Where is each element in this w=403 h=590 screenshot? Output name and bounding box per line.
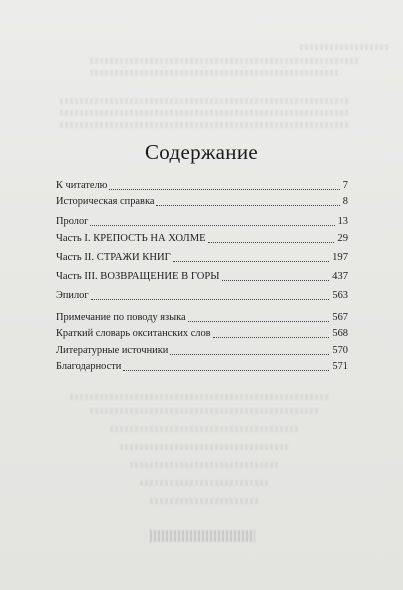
- toc-entry-title: Часть II. СТРАЖИ КНИГ: [56, 252, 171, 263]
- bleed-through-mark: [110, 426, 300, 432]
- toc-leader-dots: [170, 352, 329, 355]
- toc-leader-dots: [222, 278, 330, 281]
- toc-entry-page: 568: [332, 328, 348, 339]
- toc-entry: [56, 192, 348, 208]
- bleed-through-barcode: [150, 530, 255, 542]
- bleed-through-mark: [90, 70, 340, 76]
- toc-entry: [56, 212, 348, 228]
- toc-entry-title: Историческая справка: [56, 196, 155, 207]
- bleed-through-mark: [150, 498, 260, 504]
- bleed-through-mark: [60, 98, 350, 104]
- toc-entry-page: 7: [342, 180, 348, 191]
- bleed-through-mark: [130, 462, 280, 468]
- toc-entry-page: 13: [337, 216, 348, 227]
- toc-entry-page: 570: [332, 345, 348, 356]
- bleed-through-mark: [120, 444, 290, 450]
- toc-entry: [56, 357, 348, 373]
- toc-entry-page: 29: [337, 233, 348, 244]
- toc-entry-page: 567: [332, 312, 348, 323]
- toc-entry-title: Эпилог: [56, 290, 89, 301]
- toc-leader-dots: [91, 297, 330, 300]
- toc-entry: [56, 341, 348, 357]
- toc-leader-dots: [208, 240, 335, 243]
- toc-entry-title: К читателю: [56, 180, 108, 191]
- toc-leader-dots: [123, 368, 329, 371]
- toc-entry-title: Благодарности: [56, 361, 122, 372]
- toc-leader-dots: [213, 335, 330, 338]
- bleed-through-mark: [140, 480, 270, 486]
- toc-leader-dots: [90, 223, 334, 226]
- toc-entry: [56, 229, 348, 245]
- toc-entry: [56, 176, 348, 192]
- toc-entry-title: Примечание по поводу языка: [56, 312, 186, 323]
- toc-entry-title: Пролог: [56, 216, 89, 227]
- bleed-through-mark: [60, 110, 350, 116]
- toc-entry: [56, 308, 348, 324]
- toc-entry-page: 563: [332, 290, 348, 301]
- toc-leader-dots: [188, 319, 330, 322]
- bleed-through-mark: [90, 58, 360, 64]
- toc-entry-page: 197: [332, 252, 348, 263]
- bleed-through-mark: [90, 408, 320, 414]
- toc-entry-page: 571: [332, 361, 348, 372]
- toc-entry: [56, 267, 348, 283]
- toc-entry-title: Краткий словарь окситанских слов: [56, 328, 211, 339]
- toc-entry: [56, 248, 348, 264]
- page-title: Содержание: [144, 140, 259, 164]
- toc-entry-page: 8: [342, 196, 348, 207]
- toc-leader-dots: [156, 203, 339, 206]
- toc-leader-dots: [109, 187, 339, 190]
- toc-entry-page: 437: [332, 271, 348, 282]
- toc-entry: [56, 286, 348, 302]
- toc-entry-title: Литературные источники: [56, 345, 169, 356]
- toc-entry-title: Часть III. ВОЗВРАЩЕНИЕ В ГОРЫ: [56, 271, 220, 282]
- bleed-through-mark: [300, 44, 390, 50]
- bleed-through-mark: [60, 122, 350, 128]
- bleed-through-mark: [70, 394, 330, 400]
- toc-leader-dots: [173, 259, 329, 262]
- toc-entry-title: Часть I. КРЕПОСТЬ НА ХОЛМЕ: [56, 233, 206, 244]
- toc-entry: [56, 324, 348, 340]
